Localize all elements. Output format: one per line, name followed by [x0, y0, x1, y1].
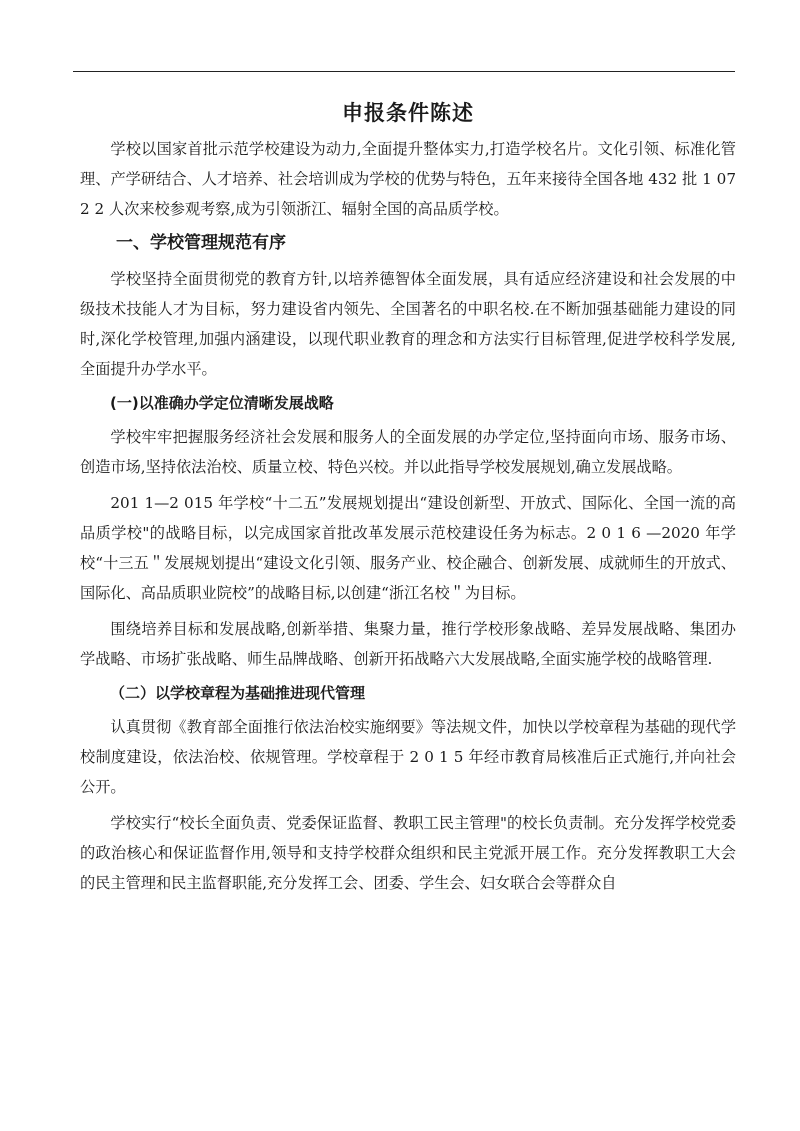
document-body [80, 96, 736, 898]
intro-paragraph: 学校以国家首批示范学校建设为动力,全面提升整体实力,打造学校名片。文化引领、标准化管理、产学研结合、人才培养、社会培训成为学校的优势与特色，五年来接待全国各地 432 批 1 072 2 人次来校参观考察,成为引领浙江、辐射全国的高品质学校。 [80, 140, 736, 218]
sub2-paragraph-1: 认真贯彻《教育部全面推行依法治校实施纲要》等法规文件，加快以学校章程为基础的现代学校制度建设，依法治校、依规管理。学校章程于 2 0 1 5 年经市教育局核准后正式施行,并向社会公开。 [80, 718, 736, 796]
section1-paragraph: 学校坚持全面贯彻党的教育方针,以培养德智体全面发展，具有适应经济建设和社会发展的中级技术技能人才为目标，努力建设省内领先、全国著名的中职名校.在不断加强基础能力建设的同时,深化学校管理,加强内涵建设，以现代职业教育的理念和方法实行目标管理,促进学校科学发展,全面提升办学水平。 [80, 270, 736, 378]
sub2-paragraph-2: 学校实行“校长全面负责、党委保证监督、教职工民主管理"的校长负责制。充分发挥学校党委的政治核心和保证监督作用,领导和支持学校群众组织和民主党派开展工作。充分发挥教职工大会的民主管理和民主监督职能,充分发挥工会、团委、学生会、妇女联合会等群众自 [80, 814, 736, 892]
header-rule [73, 71, 735, 72]
sub1-paragraph-1: 学校牢牢把握服务经济社会发展和服务人的全面发展的办学定位,坚持面向市场、服务市场、创造市场,坚持依法治校、质量立校、特色兴校。并以此指导学校发展规划,确立发展战略。 [80, 428, 736, 476]
page-title: 申报条件陈述 [342, 101, 474, 125]
subsection-heading-2: （二）以学校章程为基础推进现代管理 [110, 684, 366, 702]
sub1-paragraph-2: 201 1—2 015 年学校“十二五”发展规划提出“建设创新型、开放式、国际化、全国一流的高品质学校"的战略目标，以完成国家首批改革发展示范校建设任务为标志。2 0 1 6 —2020 年学校“十三五＂发展规划提出“建设文化引领、服务产业、校企融合、创新发展、成就师生的开放式、国际化、高品质职业院校”的战略目标,以创建“浙江名校＂为目标。 [80, 494, 736, 602]
section-heading-1: 一、学校管理规范有序 [116, 233, 286, 253]
subsection-heading-1: (一)以准确办学定位清晰发展战略 [110, 394, 334, 412]
sub1-paragraph-3: 围绕培养目标和发展战略,创新举措、集聚力量，推行学校形象战略、差异发展战略、集团办学战略、市场扩张战略、师生品牌战略、创新开拓战略六大发展战略,全面实施学校的战略管理. [80, 620, 736, 668]
